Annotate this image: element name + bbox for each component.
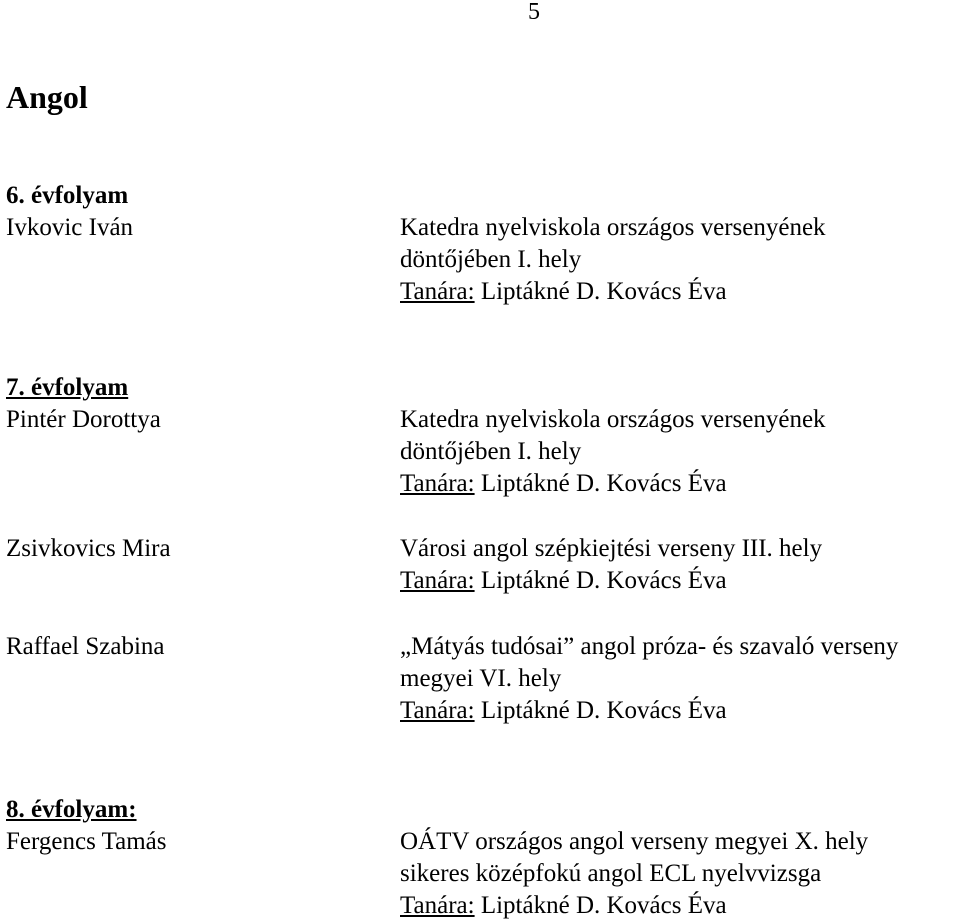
page-number: 5 [528,0,540,25]
grade-7-heading: 7. évfolyam [6,374,129,401]
grade-7-entry-2-teacher [400,565,727,597]
grade-6-achievement-line1: Katedra nyelviskola országos versenyének [400,214,826,241]
teacher-label: Tanára: [400,278,475,305]
grade-7-entry-2-line1: Városi angol szépkiejtési verseny III. hely [400,535,823,562]
teacher-name: Liptákné D. Kovács Éva [480,697,727,724]
grade-8-achievement-line2: sikeres középfokú angol ECL nyelvvizsga [400,860,822,887]
grade-7-student-3: Raffael Szabina [6,633,165,660]
grade-7-entry-1-teacher [400,468,727,500]
grade-7-entry-1-line2: döntőjében I. hely [400,438,582,465]
grade-8-achievement-line1: OÁTV országos angol verseny megyei X. hely [400,828,869,855]
grade-7-entry-1-line1: Katedra nyelviskola országos versenyének [400,406,826,433]
teacher-name: Liptákné D. Kovács Éva [480,567,727,594]
grade-6-student: Ivkovic Iván [6,214,134,241]
grade-6-teacher [400,276,727,308]
grade-6-heading: 6. évfolyam [6,182,129,209]
grade-7-entry-3-line1: „Mátyás tudósai” angol próza- és szavaló verseny [400,633,899,660]
teacher-name: Liptákné D. Kovács Éva [480,470,727,497]
teacher-label: Tanára: [400,470,475,497]
grade-6-achievement-line2: döntőjében I. hely [400,246,582,273]
teacher-name: Liptákné D. Kovács Éva [480,892,727,919]
section-title: Angol [6,79,88,115]
teacher-label: Tanára: [400,697,475,724]
grade-8-heading: 8. évfolyam: [6,796,137,823]
grade-7-entry-3-line2: megyei VI. hely [400,665,562,692]
grade-8-student: Fergencs Tamás [6,828,167,855]
grade-7-student-1: Pintér Dorottya [6,406,161,433]
grade-7-entry-3-teacher [400,695,727,727]
grade-7-student-2: Zsivkovics Mira [6,535,171,562]
teacher-label: Tanára: [400,892,475,919]
teacher-name: Liptákné D. Kovács Éva [480,278,727,305]
grade-8-teacher [400,890,727,922]
teacher-label: Tanára: [400,567,475,594]
